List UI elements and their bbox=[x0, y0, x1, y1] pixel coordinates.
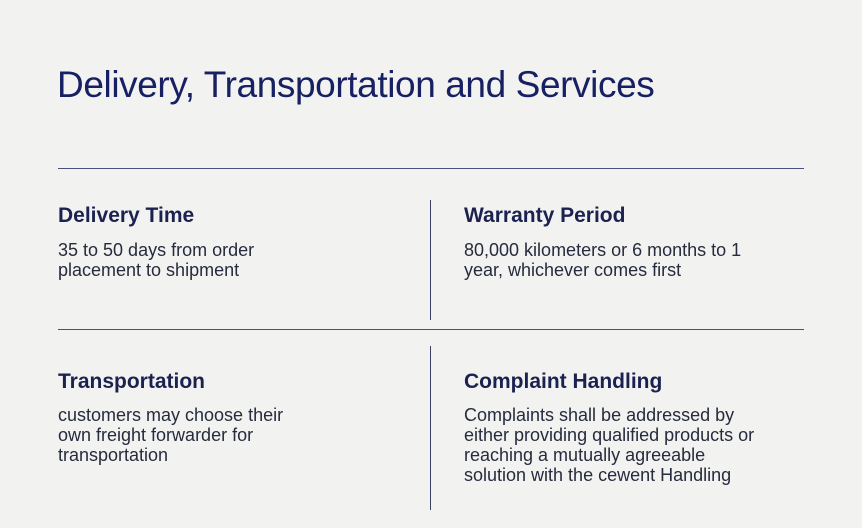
middle-divider bbox=[58, 329, 804, 330]
transportation-section bbox=[58, 369, 388, 465]
complaint-handling-heading: Complaint Handling bbox=[464, 370, 663, 393]
page-title: Delivery, Transportation and Services bbox=[57, 64, 655, 105]
warranty-period-heading: Warranty Period bbox=[464, 204, 626, 227]
top-divider bbox=[58, 168, 804, 169]
delivery-time-text: 35 to 50 days from order placement to shipment bbox=[58, 240, 255, 280]
transportation-heading: Transportation bbox=[58, 370, 206, 393]
delivery-time-heading: Delivery Time bbox=[58, 204, 195, 227]
complaint-handling-section bbox=[464, 369, 784, 485]
transportation-text: customers may choose their own freight forwarder for transportation bbox=[58, 405, 284, 465]
warranty-period-text: 80,000 kilometers or 6 months to 1 year, whichever comes first bbox=[464, 240, 742, 280]
complaint-handling-text: Complaints shall be addressed by either providing qualified products or reaching a mutually agreeable solution with the cewent Handling bbox=[464, 405, 755, 485]
upper-column-divider bbox=[430, 200, 431, 320]
lower-column-divider bbox=[430, 346, 431, 510]
delivery-time-section bbox=[58, 203, 388, 280]
warranty-period-section bbox=[464, 203, 784, 280]
